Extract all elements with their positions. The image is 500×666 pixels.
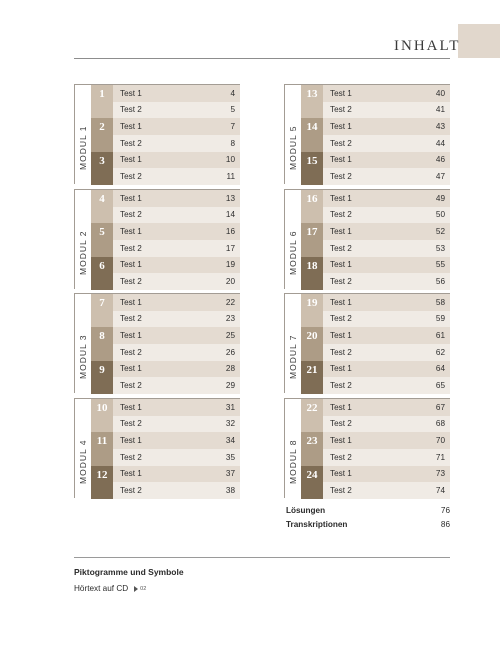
- play-icon: [134, 586, 138, 592]
- test-entry[interactable]: [323, 327, 450, 344]
- test-entry[interactable]: [113, 273, 240, 290]
- audio-legend: [74, 584, 146, 593]
- test-page-number: 19: [225, 260, 235, 270]
- lesson-number: 11: [91, 432, 113, 465]
- test-list: [323, 399, 450, 432]
- lesson-number: 17: [301, 223, 323, 256]
- lesson-row: [301, 399, 450, 432]
- test-label: Test 1: [120, 193, 142, 203]
- lesson-row: [91, 190, 240, 223]
- test-entry[interactable]: [323, 223, 450, 240]
- test-label: Test 1: [120, 297, 142, 307]
- test-label: Test 2: [120, 347, 142, 357]
- modul-label: [285, 85, 301, 184]
- modul-label-text: MODUL 3: [78, 334, 88, 379]
- test-entry[interactable]: [113, 190, 240, 207]
- test-entry[interactable]: [323, 311, 450, 328]
- test-page-number: 59: [435, 314, 445, 324]
- test-page-number: 58: [435, 297, 445, 307]
- test-label: Test 2: [330, 172, 352, 182]
- test-page-number: 4: [230, 88, 235, 98]
- lesson-number: 22: [301, 399, 323, 432]
- footer-divider: [74, 557, 450, 558]
- lesson-row: [301, 190, 450, 223]
- test-label: Test 1: [120, 331, 142, 341]
- test-label: Test 1: [330, 436, 352, 446]
- lesson-number: 6: [91, 257, 113, 290]
- test-page-number: 44: [435, 138, 445, 148]
- test-entry[interactable]: [113, 344, 240, 361]
- test-entry[interactable]: [113, 223, 240, 240]
- lesson-list: [301, 85, 450, 184]
- test-page-number: 7: [230, 122, 235, 132]
- test-label: Test 2: [330, 486, 352, 496]
- lesson-row: [301, 152, 450, 185]
- test-list: [323, 190, 450, 223]
- test-label: Test 2: [330, 452, 352, 462]
- modul-label-text: MODUL 8: [288, 439, 298, 484]
- lesson-number: 3: [91, 152, 113, 185]
- test-list: [113, 327, 240, 360]
- lesson-row: [301, 361, 450, 394]
- modul-block-2: [74, 189, 240, 289]
- test-page-number: 53: [435, 243, 445, 253]
- test-page-number: 62: [435, 347, 445, 357]
- lesson-number: 15: [301, 152, 323, 185]
- test-entry[interactable]: [113, 240, 240, 257]
- test-label: Test 2: [120, 243, 142, 253]
- pictograms-heading: Piktogramme und Symbole: [74, 567, 184, 577]
- lesson-row: [91, 466, 240, 499]
- test-page-number: 32: [225, 419, 235, 429]
- modul-label: [285, 399, 301, 498]
- toc-entry-label: Lösungen: [286, 506, 326, 515]
- test-label: Test 2: [330, 419, 352, 429]
- test-label: Test 1: [120, 364, 142, 374]
- test-page-number: 16: [225, 227, 235, 237]
- test-entry[interactable]: [323, 168, 450, 185]
- test-entry[interactable]: [323, 416, 450, 433]
- test-list: [323, 257, 450, 290]
- lesson-row: [91, 432, 240, 465]
- test-entry[interactable]: [113, 102, 240, 119]
- test-page-number: 68: [435, 419, 445, 429]
- test-entry[interactable]: [113, 207, 240, 224]
- test-page-number: 34: [225, 436, 235, 446]
- lesson-row: [301, 118, 450, 151]
- modul-block-8: [284, 398, 450, 498]
- test-page-number: 61: [435, 331, 445, 341]
- test-label: Test 1: [120, 227, 142, 237]
- lesson-row: [91, 85, 240, 118]
- modul-label: [285, 190, 301, 289]
- lesson-number: 14: [301, 118, 323, 151]
- test-entry[interactable]: [323, 361, 450, 378]
- test-label: Test 2: [120, 210, 142, 220]
- lesson-list: [301, 190, 450, 289]
- lesson-row: [301, 85, 450, 118]
- test-page-number: 49: [435, 193, 445, 203]
- test-entry[interactable]: [113, 432, 240, 449]
- test-page-number: 20: [225, 277, 235, 287]
- test-page-number: 70: [435, 436, 445, 446]
- test-page-number: 14: [225, 210, 235, 220]
- test-entry[interactable]: [113, 118, 240, 135]
- lesson-row: [301, 257, 450, 290]
- test-list: [323, 118, 450, 151]
- modul-label-text: MODUL 6: [288, 230, 298, 275]
- test-label: Test 1: [330, 331, 352, 341]
- test-entry[interactable]: [113, 416, 240, 433]
- test-label: Test 1: [330, 227, 352, 237]
- test-label: Test 1: [330, 193, 352, 203]
- lesson-row: [91, 399, 240, 432]
- test-label: Test 1: [120, 260, 142, 270]
- test-entry[interactable]: [323, 449, 450, 466]
- lesson-number: 16: [301, 190, 323, 223]
- toc-entry-label: Transkriptionen: [286, 520, 348, 529]
- test-list: [113, 294, 240, 327]
- test-page-number: 5: [230, 105, 235, 115]
- lesson-list: [91, 294, 240, 393]
- test-page-number: 11: [226, 172, 235, 182]
- lesson-row: [91, 294, 240, 327]
- modul-label-text: MODUL 5: [288, 125, 298, 170]
- modul-label: [75, 294, 91, 393]
- test-page-number: 13: [225, 193, 235, 203]
- test-entry[interactable]: [323, 466, 450, 483]
- test-label: Test 2: [120, 452, 142, 462]
- lesson-row: [301, 432, 450, 465]
- modul-block-5: [284, 84, 450, 184]
- test-list: [113, 223, 240, 256]
- test-page-number: 26: [225, 347, 235, 357]
- modul-label: [75, 85, 91, 184]
- test-entry[interactable]: [323, 482, 450, 499]
- test-entry[interactable]: [113, 257, 240, 274]
- test-label: Test 2: [330, 105, 352, 115]
- test-label: Test 2: [330, 347, 352, 357]
- test-label: Test 1: [120, 469, 142, 479]
- lesson-row: [91, 361, 240, 394]
- test-label: Test 1: [330, 297, 352, 307]
- test-list: [113, 361, 240, 394]
- test-page-number: 46: [435, 155, 445, 165]
- test-list: [113, 466, 240, 499]
- test-label: Test 2: [120, 314, 142, 324]
- test-list: [113, 399, 240, 432]
- test-page-number: 22: [225, 297, 235, 307]
- test-entry[interactable]: [323, 207, 450, 224]
- test-entry[interactable]: [113, 466, 240, 483]
- test-label: Test 2: [330, 243, 352, 253]
- test-label: Test 1: [120, 402, 142, 412]
- test-entry[interactable]: [113, 152, 240, 169]
- test-label: Test 1: [120, 155, 142, 165]
- modul-label: [75, 399, 91, 498]
- test-list: [113, 257, 240, 290]
- lesson-number: 1: [91, 85, 113, 118]
- test-list: [323, 361, 450, 394]
- test-page-number: 37: [225, 469, 235, 479]
- test-entry[interactable]: [113, 135, 240, 152]
- test-entry[interactable]: [323, 85, 450, 102]
- test-entry[interactable]: [113, 449, 240, 466]
- lesson-row: [301, 327, 450, 360]
- lesson-number: 21: [301, 361, 323, 394]
- test-label: Test 1: [120, 122, 142, 132]
- test-entry[interactable]: [323, 190, 450, 207]
- lesson-row: [91, 118, 240, 151]
- test-entry[interactable]: [113, 482, 240, 499]
- test-entry[interactable]: [323, 240, 450, 257]
- lesson-list: [301, 399, 450, 498]
- test-page-number: 28: [225, 364, 235, 374]
- modul-block-6: [284, 189, 450, 289]
- test-label: Test 2: [120, 172, 142, 182]
- lesson-number: 19: [301, 294, 323, 327]
- modul-label: [285, 294, 301, 393]
- test-label: Test 2: [330, 138, 352, 148]
- test-page-number: 17: [225, 243, 235, 253]
- test-list: [323, 152, 450, 185]
- lesson-row: [91, 327, 240, 360]
- lesson-number: 7: [91, 294, 113, 327]
- toc-entry-page: 86: [440, 520, 450, 529]
- modul-block-1: [74, 84, 240, 184]
- test-page-number: 74: [435, 486, 445, 496]
- test-entry[interactable]: [323, 344, 450, 361]
- test-list: [113, 190, 240, 223]
- test-page-number: 35: [225, 452, 235, 462]
- lesson-list: [91, 190, 240, 289]
- test-list: [323, 85, 450, 118]
- test-page-number: 29: [225, 381, 235, 391]
- test-page-number: 52: [435, 227, 445, 237]
- test-label: Test 2: [330, 314, 352, 324]
- lesson-number: 4: [91, 190, 113, 223]
- lesson-number: 2: [91, 118, 113, 151]
- audio-legend-label: Hörtext auf CD: [74, 584, 129, 593]
- test-entry[interactable]: [323, 152, 450, 169]
- test-page-number: 67: [435, 402, 445, 412]
- test-list: [113, 85, 240, 118]
- test-page-number: 38: [225, 486, 235, 496]
- test-entry[interactable]: [113, 361, 240, 378]
- modul-block-7: [284, 293, 450, 393]
- modul-block-3: [74, 293, 240, 393]
- lesson-number: 20: [301, 327, 323, 360]
- modul-label: [75, 190, 91, 289]
- lesson-row: [301, 466, 450, 499]
- test-entry[interactable]: [113, 399, 240, 416]
- lesson-number: 18: [301, 257, 323, 290]
- test-list: [113, 432, 240, 465]
- test-label: Test 1: [330, 122, 352, 132]
- test-page-number: 31: [225, 402, 235, 412]
- test-label: Test 1: [330, 155, 352, 165]
- test-page-number: 73: [435, 469, 445, 479]
- lesson-number: 8: [91, 327, 113, 360]
- audio-symbol: [134, 586, 146, 592]
- lesson-number: 5: [91, 223, 113, 256]
- test-page-number: 40: [435, 88, 445, 98]
- test-entry[interactable]: [113, 85, 240, 102]
- test-list: [323, 466, 450, 499]
- toc-entry-loesungen[interactable]: [286, 506, 450, 520]
- test-label: Test 2: [330, 381, 352, 391]
- lesson-list: [301, 294, 450, 393]
- test-label: Test 1: [330, 260, 352, 270]
- test-entry[interactable]: [113, 377, 240, 394]
- lesson-number: 23: [301, 432, 323, 465]
- test-page-number: 47: [435, 172, 445, 182]
- test-label: Test 1: [330, 469, 352, 479]
- toc-entry-transkriptionen[interactable]: [286, 520, 450, 534]
- test-label: Test 1: [330, 364, 352, 374]
- modul-label-text: MODUL 2: [78, 230, 88, 275]
- lesson-number: 10: [91, 399, 113, 432]
- modul-label-text: MODUL 4: [78, 439, 88, 484]
- test-entry[interactable]: [113, 294, 240, 311]
- test-label: Test 2: [120, 105, 142, 115]
- extras-list: [286, 506, 450, 534]
- test-entry[interactable]: [323, 432, 450, 449]
- test-entry[interactable]: [323, 135, 450, 152]
- test-page-number: 41: [435, 105, 445, 115]
- test-entry[interactable]: [113, 311, 240, 328]
- audio-track-number: 02: [140, 585, 147, 592]
- test-entry[interactable]: [323, 377, 450, 394]
- test-list: [323, 432, 450, 465]
- lesson-number: 24: [301, 466, 323, 499]
- test-page-number: 25: [225, 331, 235, 341]
- test-entry[interactable]: [323, 399, 450, 416]
- lesson-row: [91, 152, 240, 185]
- test-entry[interactable]: [113, 327, 240, 344]
- page-title: INHALT: [394, 38, 461, 54]
- test-list: [113, 152, 240, 185]
- header-color-tab: [458, 24, 500, 58]
- lesson-number: 12: [91, 466, 113, 499]
- test-page-number: 55: [435, 260, 445, 270]
- test-label: Test 2: [120, 419, 142, 429]
- test-list: [323, 294, 450, 327]
- test-label: Test 1: [120, 88, 142, 98]
- lesson-row: [91, 223, 240, 256]
- test-entry[interactable]: [323, 118, 450, 135]
- lesson-number: 9: [91, 361, 113, 394]
- modul-label-text: MODUL 1: [78, 125, 88, 170]
- test-label: Test 1: [330, 88, 352, 98]
- test-label: Test 2: [330, 277, 352, 287]
- test-page-number: 50: [435, 210, 445, 220]
- test-page-number: 64: [435, 364, 445, 374]
- lesson-row: [91, 257, 240, 290]
- test-page-number: 65: [435, 381, 445, 391]
- test-list: [323, 327, 450, 360]
- test-page-number: 56: [435, 277, 445, 287]
- test-entry[interactable]: [323, 294, 450, 311]
- test-list: [113, 118, 240, 151]
- test-label: Test 2: [120, 486, 142, 496]
- test-page-number: 43: [435, 122, 445, 132]
- lesson-row: [301, 223, 450, 256]
- test-page-number: 10: [225, 155, 235, 165]
- test-entry[interactable]: [113, 168, 240, 185]
- test-page-number: 8: [230, 138, 235, 148]
- test-entry[interactable]: [323, 273, 450, 290]
- test-label: Test 2: [120, 138, 142, 148]
- lesson-row: [301, 294, 450, 327]
- test-entry[interactable]: [323, 102, 450, 119]
- test-label: Test 1: [330, 402, 352, 412]
- lesson-number: 13: [301, 85, 323, 118]
- header-divider: [74, 58, 450, 59]
- test-list: [323, 223, 450, 256]
- test-entry[interactable]: [323, 257, 450, 274]
- modul-block-4: [74, 398, 240, 498]
- toc-entry-page: 76: [440, 506, 450, 515]
- modul-label-text: MODUL 7: [288, 334, 298, 379]
- lesson-list: [91, 85, 240, 184]
- test-label: Test 2: [120, 277, 142, 287]
- test-label: Test 2: [120, 381, 142, 391]
- test-page-number: 23: [225, 314, 235, 324]
- test-label: Test 2: [330, 210, 352, 220]
- test-page-number: 71: [435, 452, 445, 462]
- lesson-list: [91, 399, 240, 498]
- test-label: Test 1: [120, 436, 142, 446]
